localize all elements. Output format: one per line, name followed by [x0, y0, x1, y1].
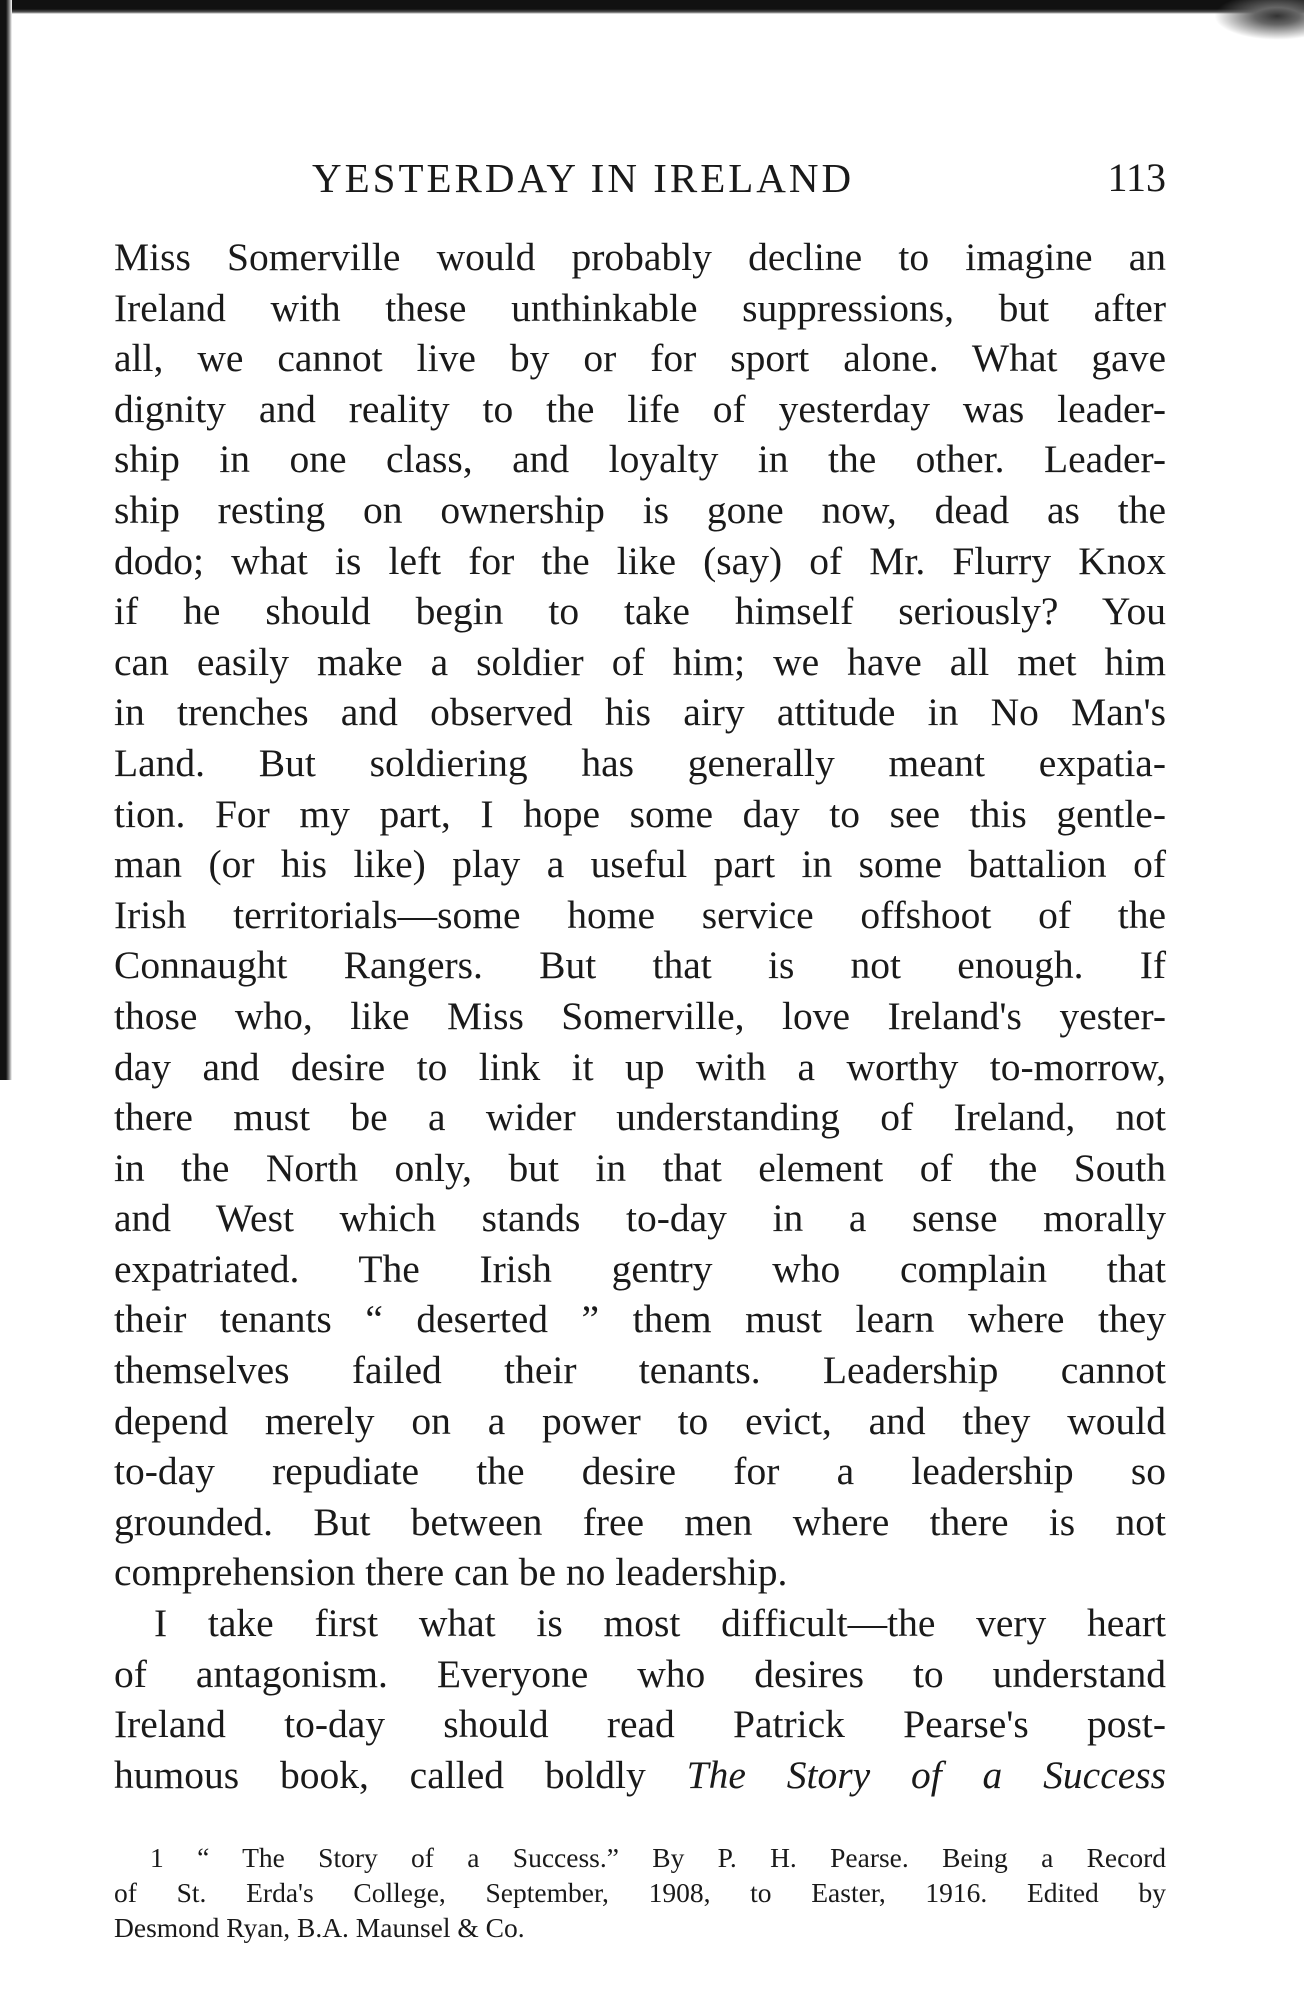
text-line: man (or his like) play a useful part in some battalion of: [114, 842, 1166, 887]
text-line: expatriated. The Irish gentry who complain that: [114, 1246, 1166, 1291]
text-line: day and desire to link it up with a worthy to-morrow,: [114, 1044, 1166, 1089]
text-line: Irish territorials—some home service offshoot of the: [114, 892, 1166, 937]
text-line: Miss Somerville would probably decline to imagine an: [114, 235, 1166, 279]
text-line: I take first what is most difficult—the very heart: [154, 1601, 1166, 1646]
text-line: and West which stands to-day in a sense morally: [114, 1196, 1166, 1241]
text-line-with-title: [114, 1750, 1166, 1801]
text-fragment: humous book, called boldly: [114, 1752, 687, 1797]
text-line: depend merely on a power to evict, and they would: [114, 1398, 1166, 1443]
text-line: ship resting on ownership is gone now, dead as the: [114, 487, 1166, 532]
text-line: their tenants “ deserted ” them must learn where they: [114, 1297, 1166, 1342]
text-line: all, we cannot live by or for sport alone. What gave: [114, 336, 1166, 381]
paragraph-1: [114, 232, 1166, 1598]
scan-corner-artifact: [1214, 0, 1304, 40]
scan-border-top: [0, 0, 1304, 14]
text-line: grounded. But between free men where there is not: [114, 1499, 1166, 1544]
text-line: of antagonism. Everyone who desires to understand: [114, 1651, 1166, 1696]
text-line: ship in one class, and loyalty in the other. Leader-: [114, 437, 1166, 482]
text-line: dodo; what is left for the like (say) of Mr. Flurry Knox: [114, 538, 1166, 583]
text-line: in the North only, but in that element of the South: [114, 1145, 1166, 1190]
running-head: [114, 148, 1166, 208]
body-text: [114, 232, 1166, 1800]
footnote-line: of St. Erda's College, September, 1908, to Easter, 1916. Edited by: [114, 1877, 1166, 1908]
text-line: Connaught Rangers. But that is not enough. If: [114, 943, 1166, 988]
scan-border-left: [0, 0, 12, 1080]
text-line: to-day repudiate the desire for a leadership so: [114, 1449, 1166, 1494]
footnote-line: [114, 1840, 1166, 1875]
footnote-line: Desmond Ryan, B.A. Maunsel & Co.: [114, 1912, 525, 1943]
footnote: [114, 1840, 1166, 1945]
paragraph-2: [114, 1598, 1166, 1800]
text-line: dignity and reality to the life of yesterday was leader-: [114, 386, 1166, 431]
running-title: YESTERDAY IN IRELAND: [312, 155, 855, 201]
text-line: tion. For my part, I hope some day to see this gentle-: [114, 791, 1166, 836]
text-line: Ireland to-day should read Patrick Pearse's post-: [114, 1702, 1166, 1747]
text-line: there must be a wider understanding of Ireland, not: [114, 1095, 1166, 1140]
text-line: themselves failed their tenants. Leadership cannot: [114, 1348, 1166, 1393]
text-line: those who, like Miss Somerville, love Ireland's yester-: [114, 993, 1166, 1038]
text-line: Ireland with these unthinkable suppressions, but after: [114, 285, 1166, 330]
text-line: comprehension there can be no leadership.: [114, 1550, 788, 1595]
footnote-marker: 1: [150, 1842, 164, 1873]
text-line: can easily make a soldier of him; we have all met him: [114, 639, 1166, 684]
book-title: The Story of a Success: [686, 1752, 1166, 1797]
footnote-text: “ The Story of a Success.” By P. H. Pearse. Being a Record: [197, 1842, 1166, 1873]
text-line: if he should begin to take himself seriously? You: [114, 589, 1166, 634]
page-number: 113: [1107, 155, 1166, 200]
text-line: in trenches and observed his airy attitude in No Man's: [114, 690, 1166, 735]
text-line: Land. But soldiering has generally meant expatia-: [114, 740, 1166, 785]
